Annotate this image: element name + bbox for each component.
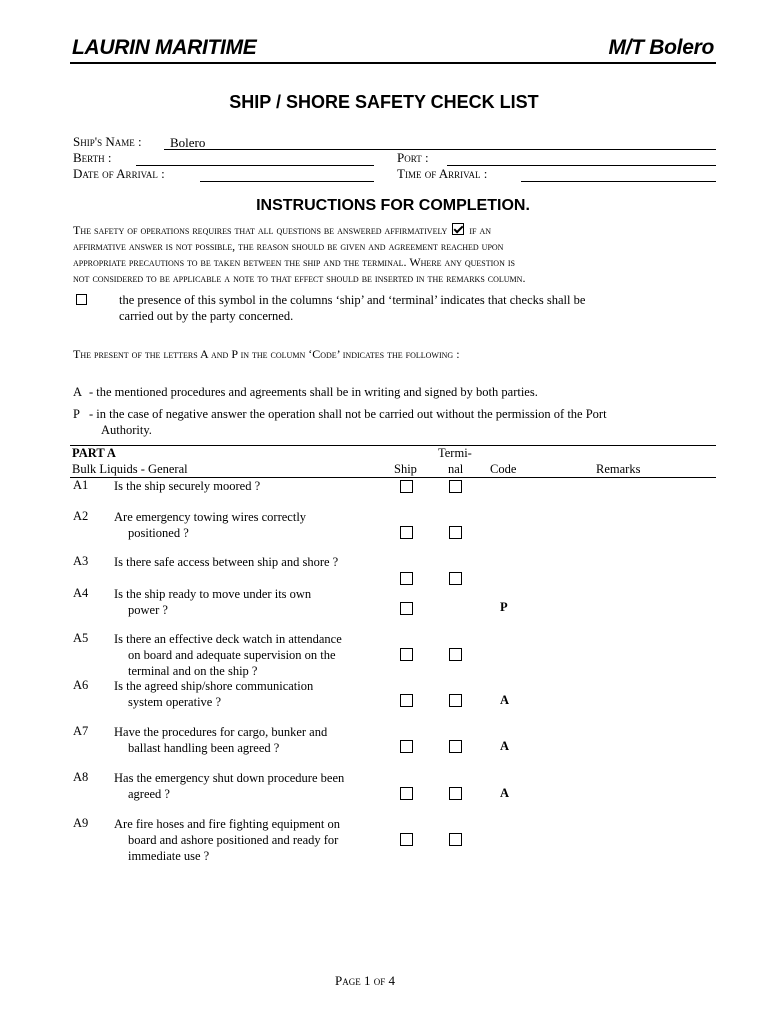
symbol-note-line1: the presence of this symbol in the columns ‘ship’ and ‘terminal’ indicates that checks shall be	[119, 293, 586, 307]
ship-checkbox-a5[interactable]	[400, 648, 413, 661]
row-id: A9	[73, 816, 89, 830]
page-number: Page 1 of 4	[335, 973, 395, 988]
row-id: A8	[73, 770, 89, 784]
ship-checkbox-a1[interactable]	[400, 480, 413, 493]
terminal-checkbox-a3[interactable]	[449, 572, 462, 585]
row-question: Is there an effective deck watch in attendance on board and adequate supervision on the terminal and on the ship ?	[114, 632, 342, 678]
row-code: P	[500, 600, 508, 614]
terminal-checkbox-a6[interactable]	[449, 694, 462, 707]
row-question: Has the emergency shut down procedure been agreed ?	[114, 771, 345, 801]
col-code: Code	[490, 462, 517, 476]
terminal-checkbox-a8[interactable]	[449, 787, 462, 800]
letter-p: P	[73, 407, 80, 421]
terminal-checkbox-a7[interactable]	[449, 740, 462, 753]
instructions-text-a: The safety of operations requires that all questions be answered affirmatively	[73, 223, 448, 237]
vessel-name: M/T Bolero	[608, 36, 714, 59]
ship-name-value: Bolero	[170, 135, 206, 150]
instructions-heading: INSTRUCTIONS FOR COMPLETION.	[256, 197, 530, 214]
checked-box-icon	[452, 223, 464, 235]
letter-a-text: - the mentioned procedures and agreements shall be in writing and signed by both parties.	[89, 385, 538, 399]
row-code: A	[500, 693, 510, 707]
row-id: A4	[73, 586, 89, 600]
col-terminal-line2: nal	[448, 462, 464, 476]
row-id: A3	[73, 554, 89, 568]
row-id: A6	[73, 678, 89, 692]
page-title: SHIP / SHORE SAFETY CHECK LIST	[229, 92, 539, 112]
terminal-checkbox-a5[interactable]	[449, 648, 462, 661]
time-of-arrival-field[interactable]	[521, 181, 716, 182]
letter-a: A	[73, 385, 83, 399]
col-terminal-line1: Termi-	[438, 446, 472, 460]
port-label: Port :	[397, 150, 429, 165]
port-field[interactable]	[447, 165, 716, 166]
ship-checkbox-a9[interactable]	[400, 833, 413, 846]
row-question: Is the ship ready to move under its own power ?	[114, 587, 312, 617]
ship-checkbox-a4[interactable]	[400, 602, 413, 615]
company-name: LAURIN MARITIME	[72, 36, 257, 59]
col-remarks: Remarks	[596, 462, 641, 476]
section-label: Bulk Liquids - General	[72, 462, 188, 476]
berth-field[interactable]	[136, 165, 374, 166]
letter-p-text-line2: Authority.	[101, 423, 152, 437]
instructions-text-b: if an	[469, 223, 491, 237]
date-of-arrival-field[interactable]	[200, 181, 374, 182]
header-rule	[70, 62, 716, 64]
ship-checkbox-a2[interactable]	[400, 526, 413, 539]
row-code: A	[500, 739, 510, 753]
instructions-paragraph-line2: affirmative answer is not possible, the reason should be given and agreement reached upon	[73, 239, 504, 253]
terminal-checkbox-a2[interactable]	[449, 526, 462, 539]
ship-name-field[interactable]	[164, 149, 716, 150]
ship-name-label: Ship's Name :	[73, 134, 142, 149]
part-label: PART A	[72, 446, 116, 460]
ship-checkbox-a6[interactable]	[400, 694, 413, 707]
row-id: A5	[73, 631, 89, 645]
row-question: Is the agreed ship/shore communication system operative ?	[114, 679, 314, 709]
row-question: Are emergency towing wires correctly positioned ?	[114, 510, 307, 540]
col-ship: Ship	[394, 462, 417, 476]
instructions-paragraph-line4: not considered to be applicable a note to that effect should be inserted in the remarks column.	[73, 271, 526, 285]
ship-checkbox-a7[interactable]	[400, 740, 413, 753]
ship-checkbox-a8[interactable]	[400, 787, 413, 800]
terminal-checkbox-a9[interactable]	[449, 833, 462, 846]
row-question: Is the ship securely moored ?	[114, 479, 261, 493]
row-question: Are fire hoses and fire fighting equipment on board and ashore positioned and ready for immediate use ?	[114, 817, 340, 863]
empty-box-icon	[76, 294, 87, 305]
row-id: A7	[73, 724, 89, 738]
row-question: Is there safe access between ship and shore ?	[114, 555, 339, 569]
date-of-arrival-label: Date of Arrival :	[73, 166, 165, 181]
row-question: Have the procedures for cargo, bunker and ballast handling been agreed ?	[114, 725, 328, 755]
instructions-paragraph-line1	[73, 222, 491, 238]
symbol-note-line2: carried out by the party concerned.	[119, 309, 294, 323]
berth-label: Berth :	[73, 150, 112, 165]
row-id: A1	[73, 478, 89, 492]
instructions-paragraph-line3: appropriate precautions to be taken between the ship and the terminal. Where any question is	[73, 255, 515, 269]
row-code: A	[500, 786, 510, 800]
terminal-checkbox-a1[interactable]	[449, 480, 462, 493]
row-id: A2	[73, 509, 89, 523]
letters-note: The present of the letters A and P in the column ‘Code’ indicates the following :	[73, 347, 460, 361]
letter-p-text-line1: - in the case of negative answer the operation shall not be carried out without the permission of the Port	[89, 407, 607, 421]
time-of-arrival-label: Time of Arrival :	[397, 166, 488, 181]
ship-checkbox-a3[interactable]	[400, 572, 413, 585]
table-top-rule	[70, 445, 716, 446]
